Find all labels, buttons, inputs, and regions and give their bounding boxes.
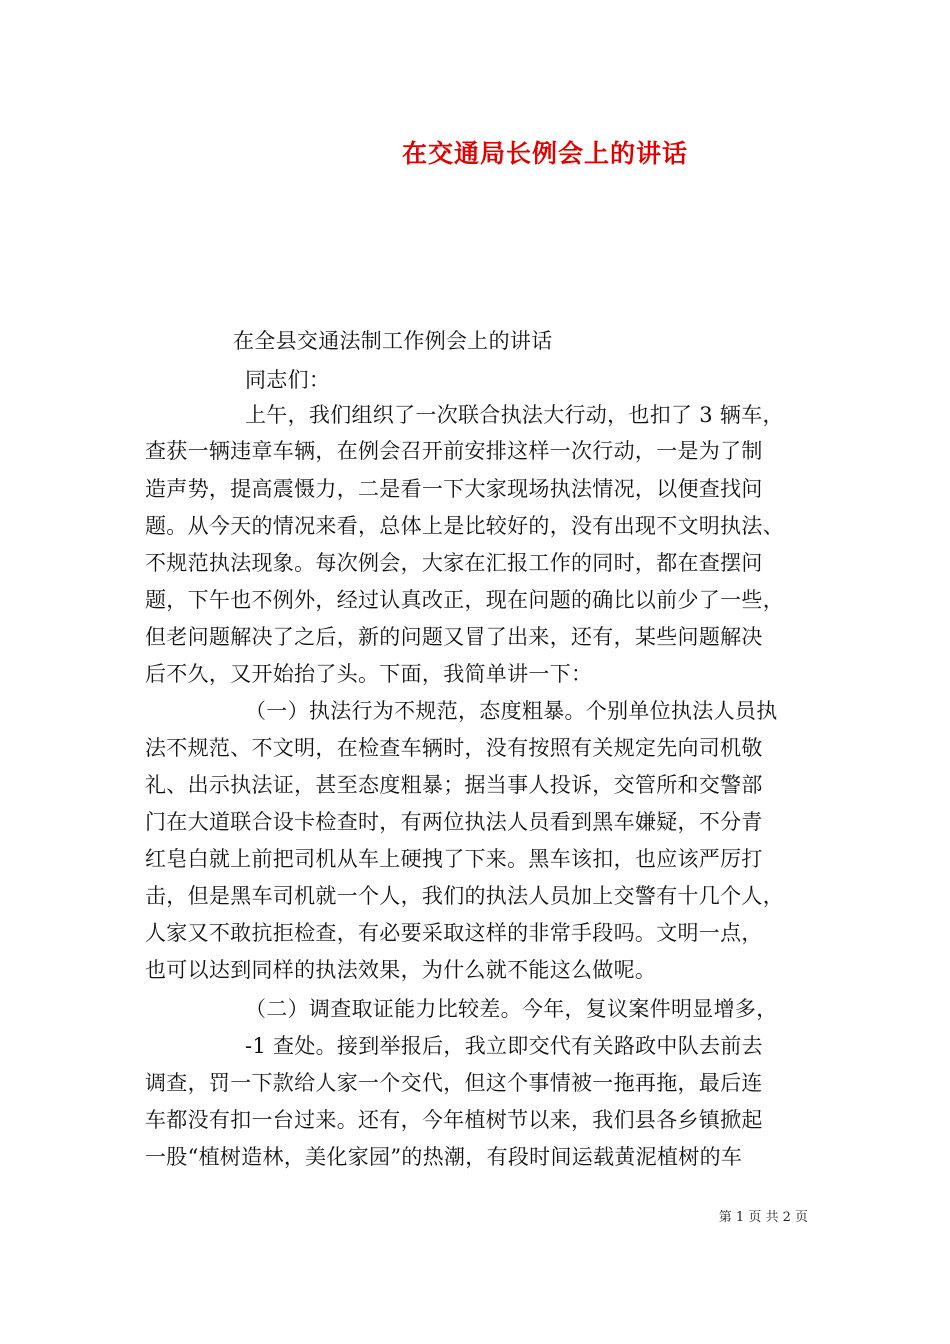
body-line: 后不久，又开始抬了头。下面，我简单讲一下： bbox=[145, 662, 593, 686]
document-subtitle: 在全县交通法制工作例会上的讲话 bbox=[233, 329, 553, 353]
body-line: 造声势，提高震慑力，二是看一下大家现场执法情况，以便查找问 bbox=[145, 477, 763, 501]
body-line: 击，但是黑车司机就一个人，我们的执法人员加上交警有十几个人， bbox=[145, 884, 784, 908]
page-number-footer: 第 1 页 共 2 页 bbox=[718, 1210, 808, 1225]
body-line: 但老问题解决了之后，新的问题又冒了出来，还有，某些问题解决 bbox=[145, 625, 763, 649]
body-line: 题。从今天的情况来看，总体上是比较好的，没有出现不文明执法、 bbox=[145, 514, 784, 538]
body-line: 人家又不敢抗拒检查，有必要采取这样的非常手段吗。文明一点， bbox=[145, 921, 763, 945]
body-line: 上午，我们组织了一次联合执法大行动，也扣了 3 辆车， bbox=[245, 403, 784, 427]
body-line: 调查，罚一下款给人家一个交代，但这个事情被一拖再拖，最后连 bbox=[145, 1071, 763, 1095]
body-line: 红皂白就上前把司机从车上硬拽了下来。黑车该扣，也应该严厉打 bbox=[145, 847, 763, 871]
body-line: （二）调查取证能力比较差。今年，复议案件明显增多， bbox=[245, 997, 778, 1021]
body-line: 车都没有扣一台过来。还有，今年植树节以来，我们县各乡镇掀起 bbox=[145, 1108, 763, 1132]
body-line: （一）执法行为不规范，态度粗暴。个别单位执法人员执 bbox=[245, 699, 778, 723]
body-line: 题，下午也不例外，经过认真改正，现在问题的确比以前少了一些， bbox=[145, 588, 784, 612]
salutation: 同志们： bbox=[245, 368, 331, 392]
document-title: 在交通局长例会上的讲话 bbox=[401, 139, 688, 168]
body-line: 也可以达到同样的执法效果，为什么就不能这么做呢。 bbox=[145, 958, 657, 982]
body-line: 法不规范、不文明，在检查车辆时，没有按照有关规定先向司机敬 bbox=[145, 736, 763, 760]
body-line: 一股“植树造林，美化家园”的热潮，有段时间运载黄泥植树的车 bbox=[145, 1145, 743, 1169]
body-line: 礼、出示执法证，甚至态度粗暴；据当事人投诉，交管所和交警部 bbox=[145, 773, 763, 797]
body-line: 门在大道联合设卡检查时，有两位执法人员看到黑车嫌疑，不分青 bbox=[145, 810, 763, 834]
body-line: 查获一辆违章车辆，在例会召开前安排这样一次行动，一是为了制 bbox=[145, 439, 763, 463]
body-line: 不规范执法现象。每次例会，大家在汇报工作的同时，都在查摆问 bbox=[145, 551, 763, 575]
body-line: -1 查处。接到举报后，我立即交代有关路政中队去前去 bbox=[245, 1034, 763, 1058]
